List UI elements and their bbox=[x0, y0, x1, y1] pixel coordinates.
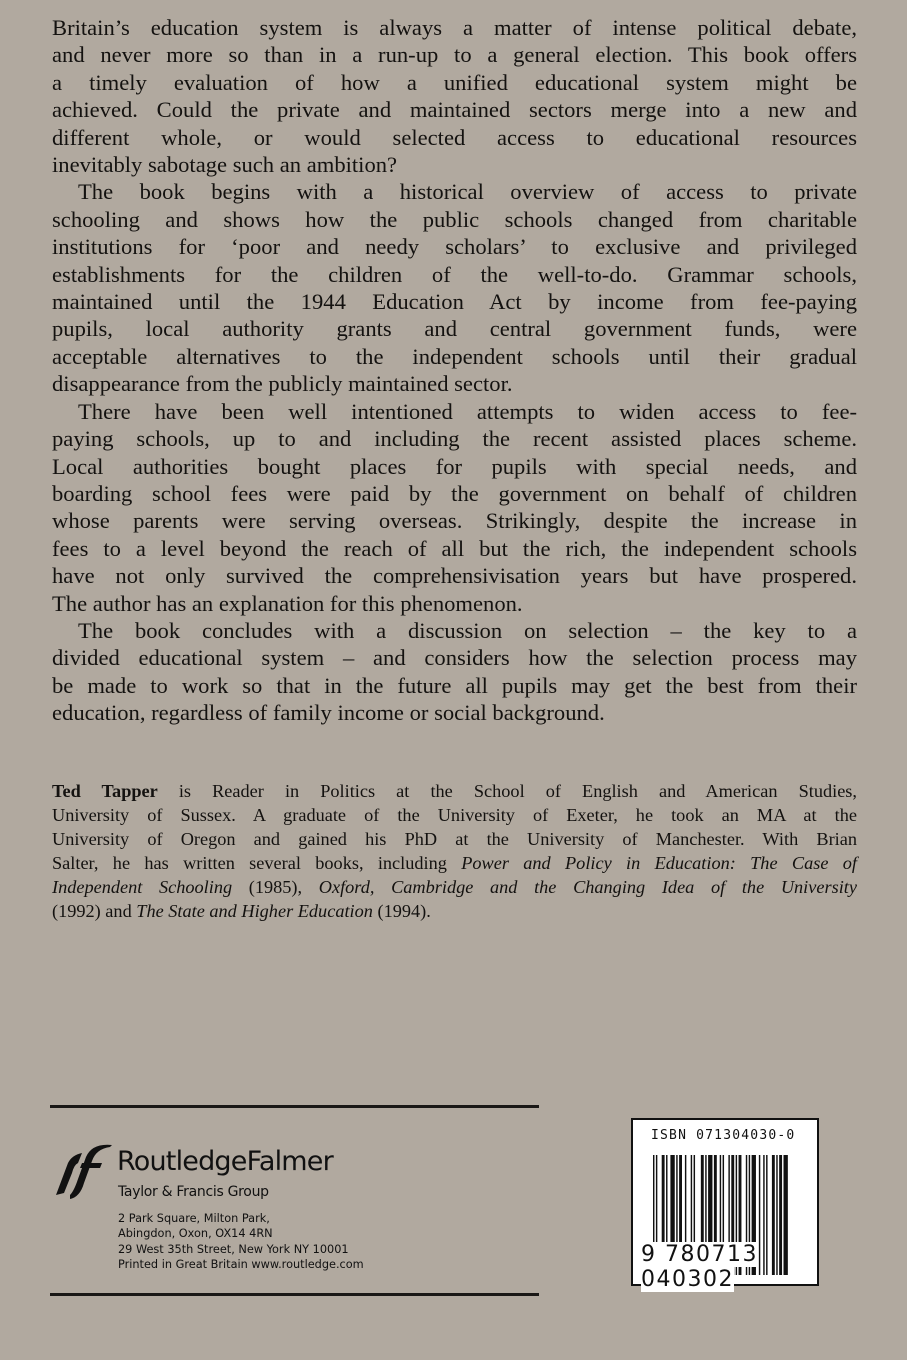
address-line: Abingdon, Oxon, OX14 4RN bbox=[118, 1227, 273, 1241]
blurb-line: institutions for ‘poor and needy scholars’ to exclusive and privileged bbox=[52, 234, 857, 260]
publisher-name: RoutledgeFalmer bbox=[117, 1146, 333, 1177]
book-title: Power and Policy in Education: The Case of bbox=[461, 853, 857, 873]
bio-text: University of Sussex. A graduate of the University of Exeter, he took an MA at the bbox=[52, 805, 857, 825]
divider-bottom bbox=[50, 1293, 539, 1296]
blurb-line: divided educational system – and considers how the selection process may bbox=[52, 645, 857, 671]
blurb-line: fees to a level beyond the reach of all but the rich, the independent schools bbox=[52, 535, 857, 561]
publisher-address bbox=[118, 1211, 364, 1273]
blurb-line: maintained until the 1944 Education Act by income from fee-paying bbox=[52, 289, 857, 315]
blurb-line: education, regardless of family income or social background. bbox=[52, 700, 605, 726]
isbn-barcode bbox=[631, 1118, 819, 1292]
blurb-line: The book concludes with a discussion on selection – the key to a bbox=[78, 617, 857, 643]
blurb-line: The book begins with a historical overview of access to private bbox=[78, 179, 857, 205]
blurb-line: a timely evaluation of how a unified educational system might be bbox=[52, 69, 857, 95]
book-title: Oxford, Cambridge and the Changing Idea of the University bbox=[318, 877, 857, 897]
address-line: Printed in Great Britain www.routledge.com bbox=[118, 1258, 364, 1272]
divider-top bbox=[50, 1105, 539, 1108]
blurb-line: establishments for the children of the well-to-do. Grammar schools, bbox=[52, 261, 857, 287]
blurb-text bbox=[52, 14, 857, 727]
blurb-line: different whole, or would selected access to educational resources bbox=[52, 124, 857, 150]
routledgefalmer-logo-icon bbox=[52, 1133, 116, 1203]
blurb-line: boarding school fees were paid by the government on behalf of children bbox=[52, 480, 857, 506]
blurb-line: The author has an explanation for this phenomenon. bbox=[52, 590, 523, 616]
author-bio bbox=[52, 779, 857, 923]
blurb-line: have not only survived the comprehensivisation years but have prospered. bbox=[52, 563, 857, 589]
blurb-line: inevitably sabotage such an ambition? bbox=[52, 152, 398, 178]
isbn-label: ISBN 071304030-0 bbox=[651, 1128, 796, 1143]
publisher-group: Taylor & Francis Group bbox=[118, 1184, 269, 1200]
address-line: 29 West 35th Street, New York NY 10001 bbox=[118, 1242, 349, 1256]
blurb-line: There have been well intentioned attempts to widen access to fee- bbox=[78, 398, 857, 424]
blurb-line: schooling and shows how the public schools changed from charitable bbox=[52, 206, 857, 232]
bio-text: is Reader in Politics at the School of English and American Studies, bbox=[157, 781, 857, 801]
ean-digits: 9 780713 040302 bbox=[641, 1242, 758, 1292]
book-title: Independent Schooling bbox=[52, 877, 233, 897]
blurb-line: disappearance from the publicly maintained sector. bbox=[52, 371, 513, 397]
blurb-line: Local authorities bought places for pupils with special needs, and bbox=[52, 453, 857, 479]
address-line: 2 Park Square, Milton Park, bbox=[118, 1212, 270, 1225]
bio-text: Salter, he has written several books, including bbox=[52, 853, 462, 873]
blurb-line: Britain’s education system is always a matter of intense political debate, bbox=[52, 15, 857, 40]
blurb-line: pupils, local authority grants and central government funds, were bbox=[52, 316, 857, 342]
bio-text: (1992) and bbox=[52, 901, 137, 921]
bio-text: (1985), bbox=[232, 877, 319, 897]
bio-text: University of Oregon and gained his PhD at the University of Manchester. With Brian bbox=[52, 829, 857, 849]
blurb-line: acceptable alternatives to the independent schools until their gradual bbox=[52, 343, 857, 369]
blurb-line: paying schools, up to and including the recent assisted places scheme. bbox=[52, 426, 857, 452]
bio-text: (1994). bbox=[372, 901, 431, 921]
blurb-line: achieved. Could the private and maintained sectors merge into a new and bbox=[52, 97, 857, 123]
blurb-line: be made to work so that in the future all pupils may get the best from their bbox=[52, 672, 857, 698]
ean-number bbox=[641, 1242, 817, 1292]
book-title: The State and Higher Education bbox=[136, 901, 373, 921]
blurb-line: and never more so than in a run-up to a general election. This book offers bbox=[52, 42, 857, 68]
blurb-line: whose parents were serving overseas. Strikingly, despite the increase in bbox=[52, 508, 857, 534]
author-name: Ted Tapper bbox=[52, 781, 158, 801]
